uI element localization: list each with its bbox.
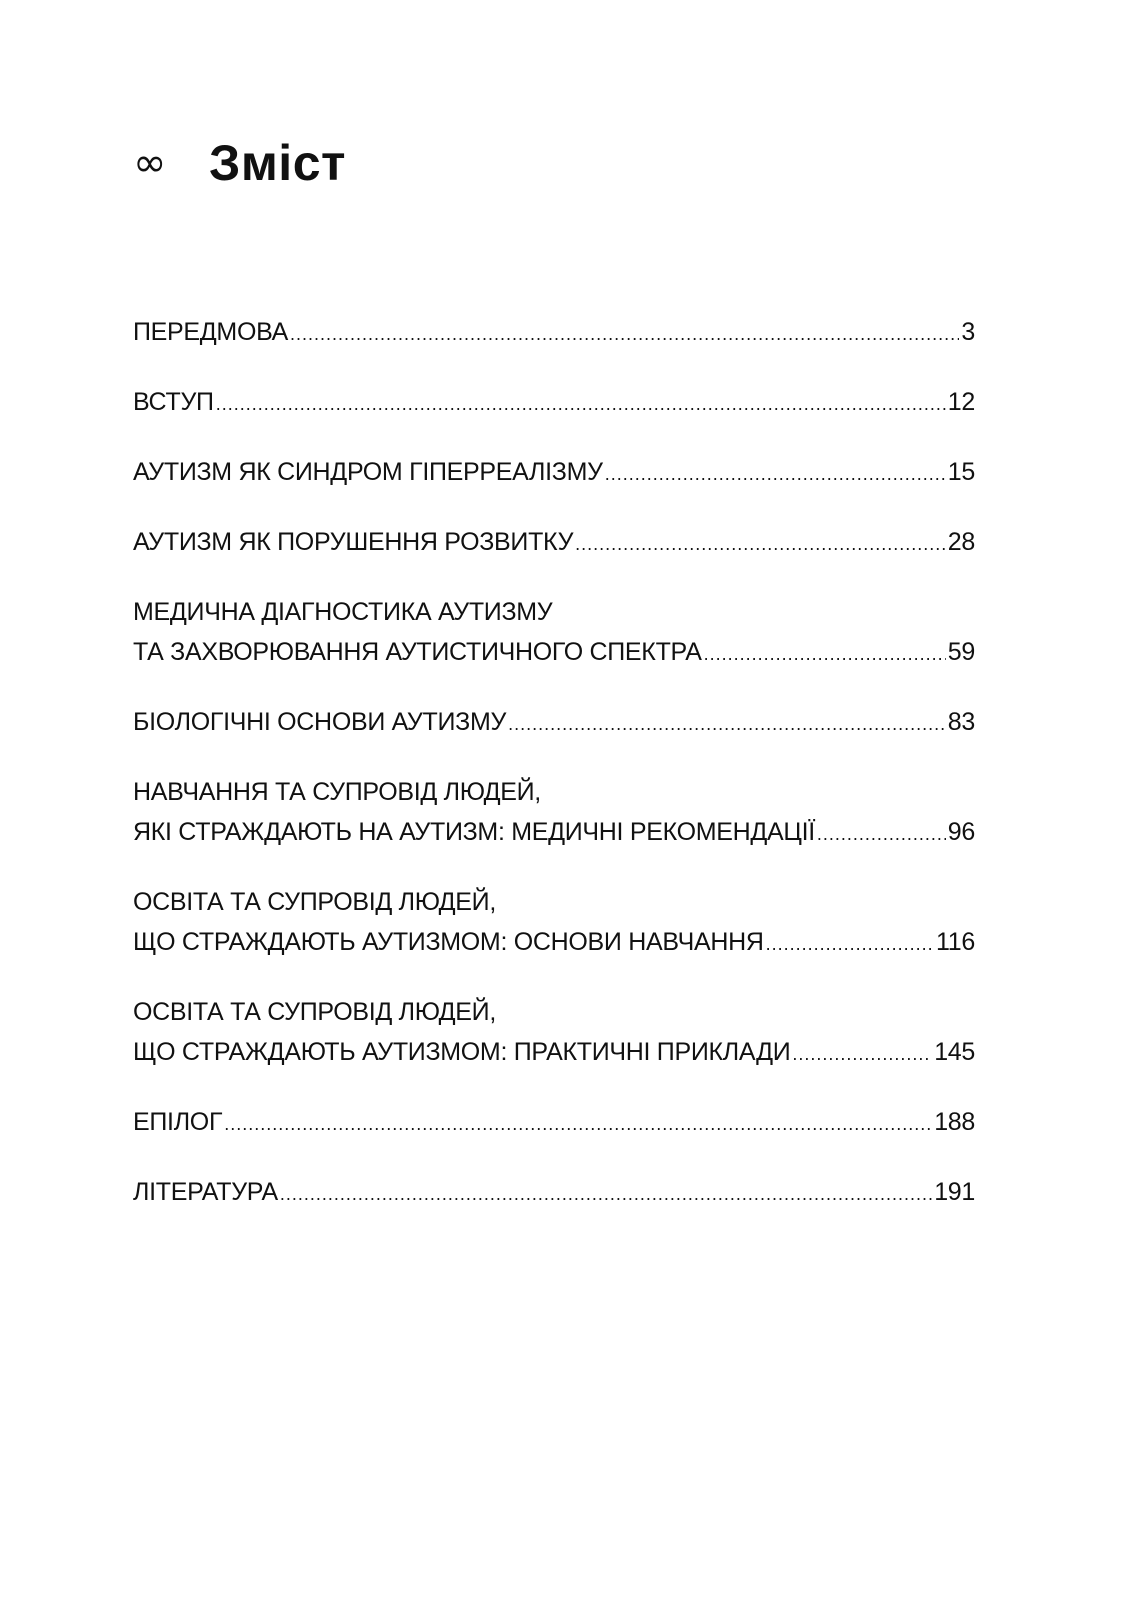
toc-entry-line (133, 592, 975, 632)
toc-entry-title: ЛІТЕРАТУРА (133, 1178, 278, 1206)
dot-leader (290, 314, 959, 354)
toc-entry-line (133, 312, 975, 352)
toc-entry-line (133, 1102, 975, 1142)
toc-page-number: 12 (947, 388, 975, 416)
toc-entry[interactable] (133, 992, 975, 1072)
toc-entry-title: ОСВІТА ТА СУПРОВІД ЛЮДЕЙ, (133, 998, 496, 1026)
toc-entry-line (133, 1032, 975, 1072)
toc-entry-title: ПЕРЕДМОВА (133, 318, 289, 346)
dot-leader (224, 1104, 932, 1144)
toc-entry[interactable] (133, 1172, 975, 1212)
dot-leader (575, 524, 946, 564)
toc-entry[interactable] (133, 592, 975, 672)
toc-entry-line (133, 452, 975, 492)
toc-page-number: 145 (934, 1038, 975, 1066)
toc-entry[interactable] (133, 702, 975, 742)
toc-entry-title: ТА ЗАХВОРЮВАННЯ АУТИСТИЧНОГО СПЕКТРА (133, 638, 702, 666)
toc-entry[interactable] (133, 1102, 975, 1142)
toc-entry-title: ОСВІТА ТА СУПРОВІД ЛЮДЕЙ, (133, 888, 496, 916)
toc-entry[interactable] (133, 382, 975, 422)
toc-page-number: 83 (947, 708, 975, 736)
toc-entry-line (133, 702, 975, 742)
toc-entry[interactable] (133, 522, 975, 562)
toc-entry-title: АУТИЗМ ЯК СИНДРОМ ГІПЕРРЕАЛІЗМУ (133, 458, 603, 486)
toc-entry-line (133, 882, 975, 922)
dot-leader (817, 814, 946, 854)
toc-page-number: 188 (934, 1108, 975, 1136)
toc-entry-line (133, 382, 975, 422)
dot-leader (605, 454, 946, 494)
dot-leader (704, 634, 946, 674)
infinity-icon: ∞ (133, 140, 167, 186)
dot-leader (766, 924, 934, 964)
toc-page-number: 191 (934, 1178, 975, 1206)
toc-entry[interactable] (133, 772, 975, 852)
toc-entry-title: ЩО СТРАЖДАЮТЬ АУТИЗМОМ: ОСНОВИ НАВЧАННЯ (133, 928, 764, 956)
toc-entry-title: ЕПІЛОГ (133, 1108, 223, 1136)
toc-entry[interactable] (133, 312, 975, 352)
toc-page-number: 3 (961, 318, 975, 346)
toc-entry-title: ВСТУП (133, 388, 214, 416)
toc-entry[interactable] (133, 882, 975, 962)
dot-leader (792, 1034, 932, 1074)
toc-entry-line (133, 812, 975, 852)
toc-page-number: 15 (947, 458, 975, 486)
toc-entry-line (133, 632, 975, 672)
toc-entry-line (133, 522, 975, 562)
toc-entry-line (133, 1172, 975, 1212)
toc-entry-line (133, 922, 975, 962)
dot-leader (216, 384, 946, 424)
toc-entry-title: НАВЧАННЯ ТА СУПРОВІД ЛЮДЕЙ, (133, 778, 541, 806)
toc-entry-title: ЩО СТРАЖДАЮТЬ АУТИЗМОМ: ПРАКТИЧНІ ПРИКЛАДИ (133, 1038, 791, 1066)
toc-page-number: 116 (936, 928, 975, 956)
page-header (133, 135, 346, 191)
toc-page-number: 59 (947, 638, 975, 666)
toc-entry-title: МЕДИЧНА ДІАГНОСТИКА АУТИЗМУ (133, 598, 553, 626)
page-title: Зміст (209, 135, 346, 191)
toc-entry-title: ЯКІ СТРАЖДАЮТЬ НА АУТИЗМ: МЕДИЧНІ РЕКОМЕНДАЦІЇ (133, 818, 815, 846)
table-of-contents (133, 312, 975, 1242)
toc-page-number: 28 (947, 528, 975, 556)
toc-entry-title: БІОЛОГІЧНІ ОСНОВИ АУТИЗМУ (133, 708, 507, 736)
toc-entry-line (133, 992, 975, 1032)
toc-page-number: 96 (947, 818, 975, 846)
toc-entry[interactable] (133, 452, 975, 492)
toc-entry-line (133, 772, 975, 812)
toc-entry-title: АУТИЗМ ЯК ПОРУШЕННЯ РОЗВИТКУ (133, 528, 574, 556)
dot-leader (280, 1174, 932, 1214)
dot-leader (508, 704, 946, 744)
